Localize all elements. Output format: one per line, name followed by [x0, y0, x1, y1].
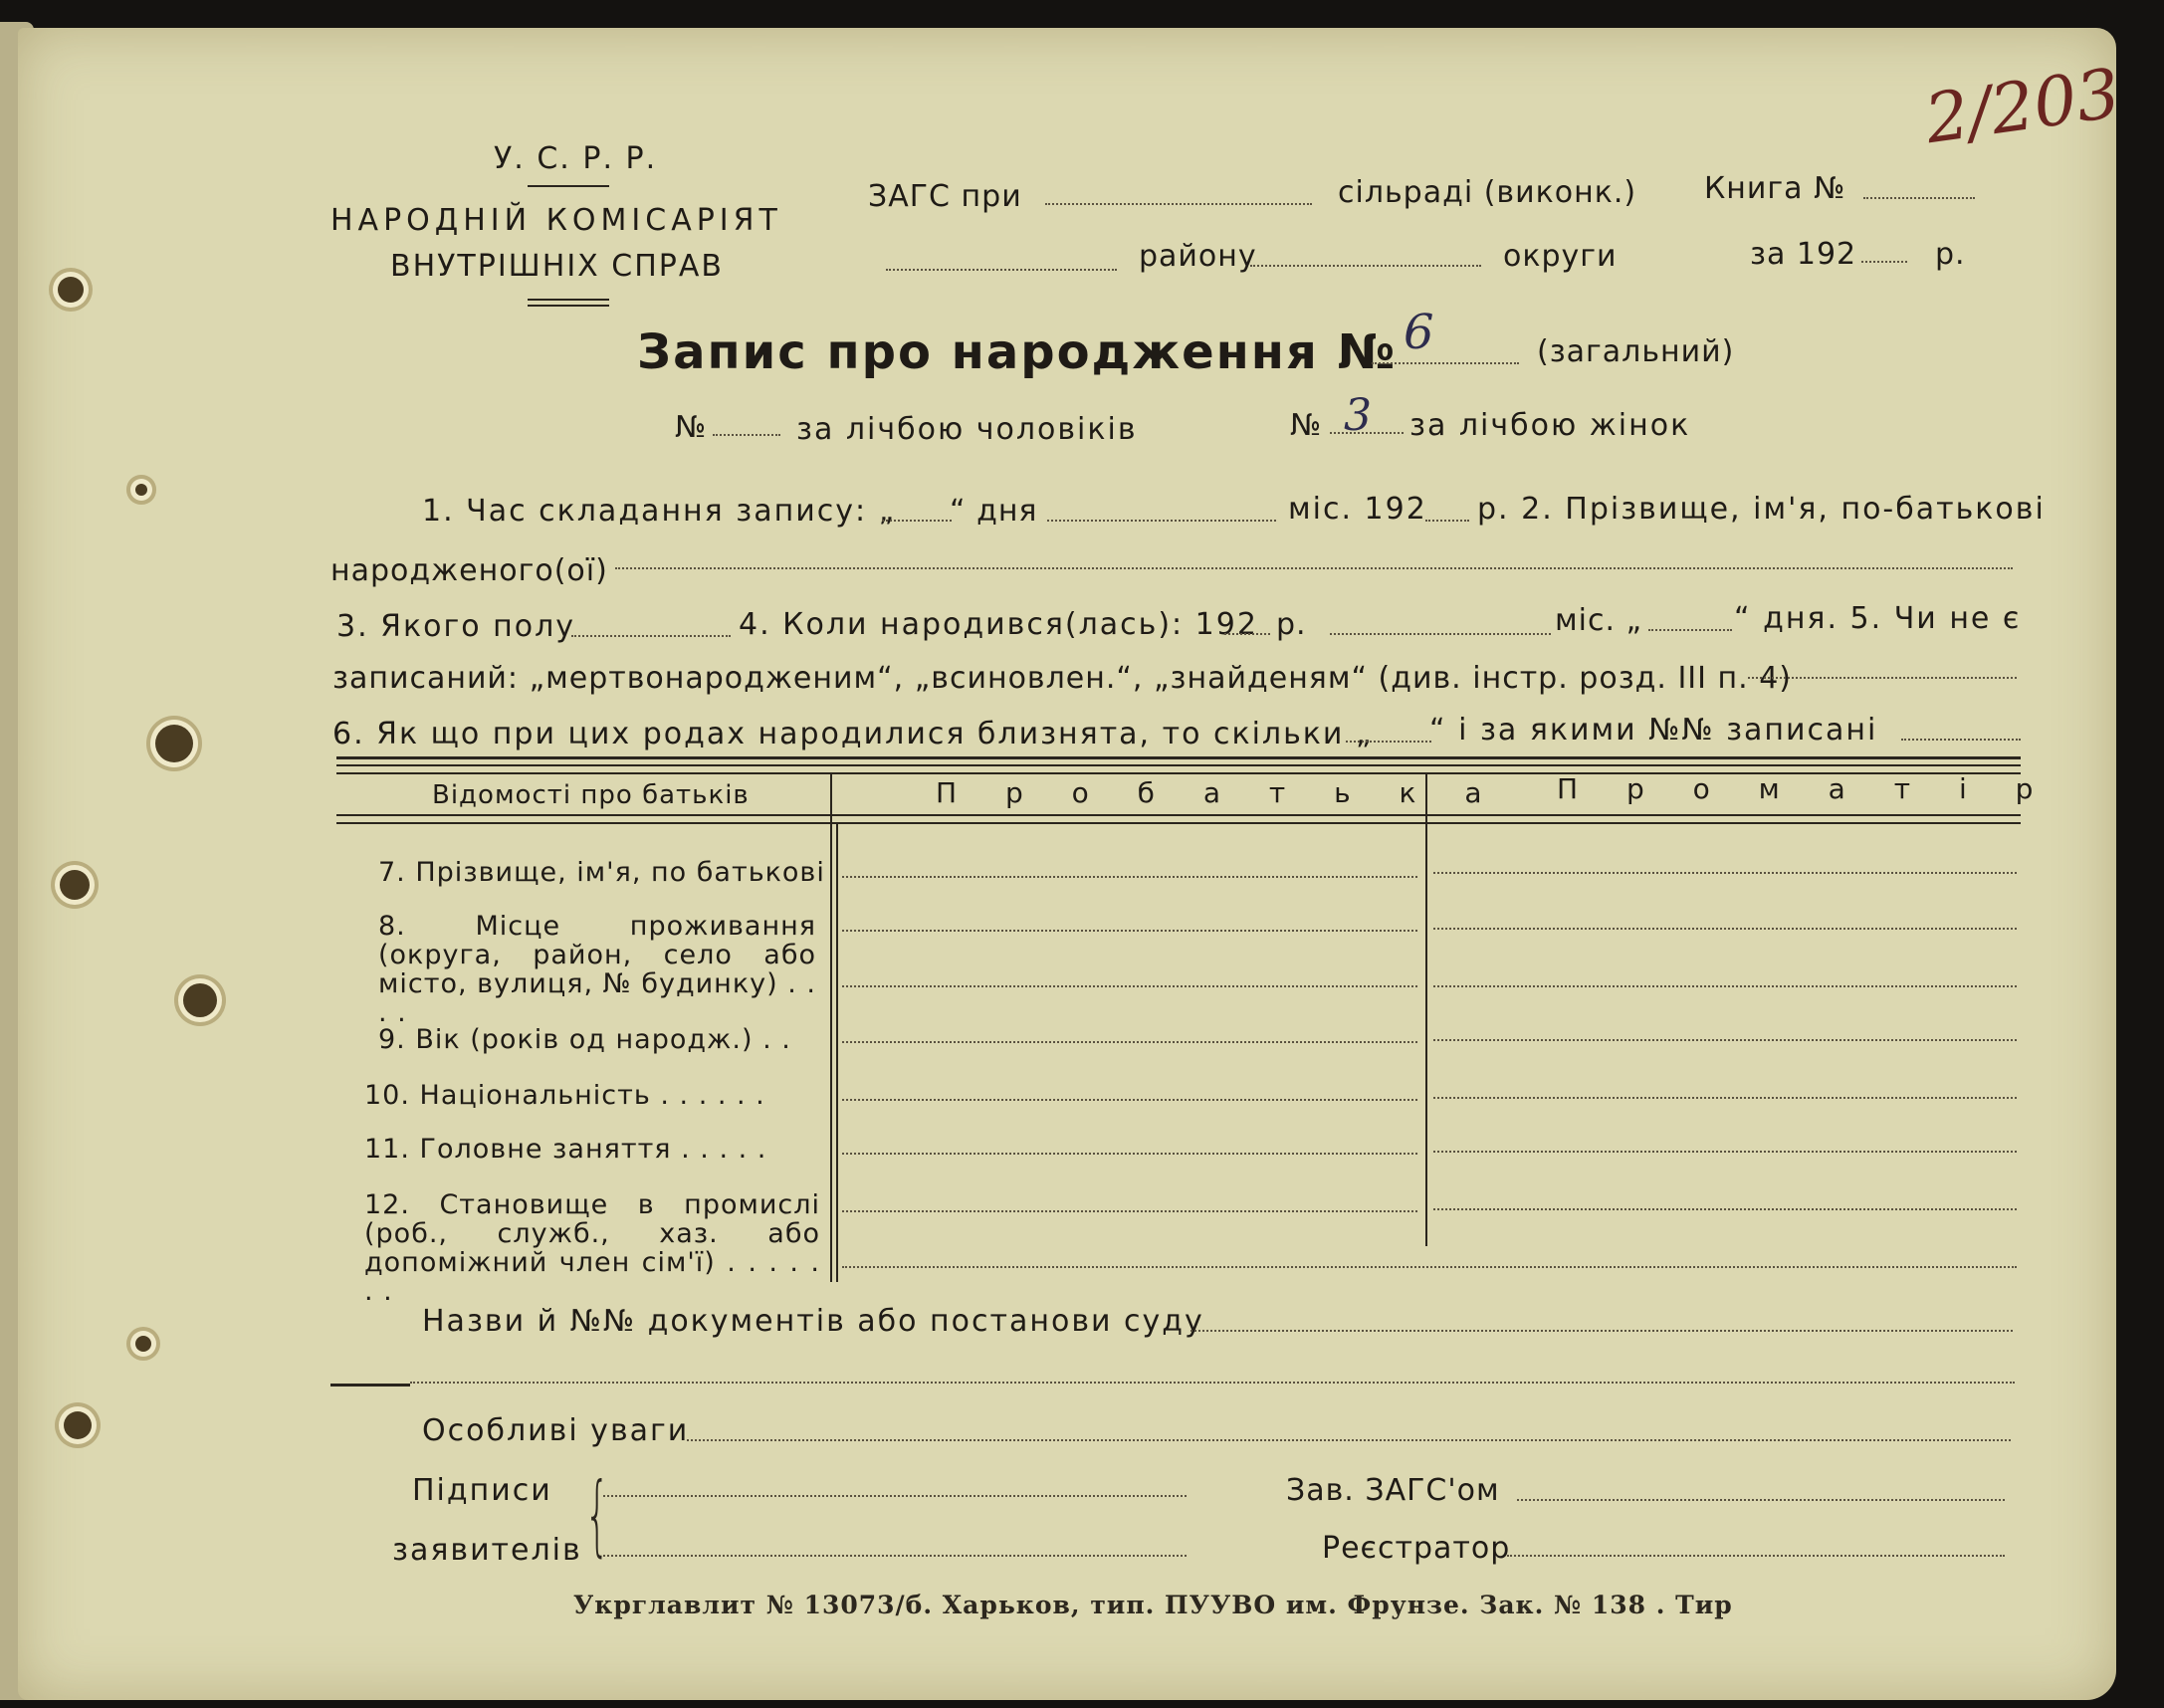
field-5-label: “ дня. 5. Чи не є: [1734, 601, 2022, 636]
field-1-day-label: “ дня: [950, 494, 1038, 529]
okruha-field[interactable]: [1250, 265, 1481, 267]
field-4-r-label: р.: [1276, 607, 1307, 642]
field-6-numbers-field[interactable]: [1901, 739, 2021, 741]
col-header-mother: П р о м а т і р: [1557, 772, 2054, 805]
table-cell[interactable]: [842, 876, 1417, 878]
binding-hole: [64, 1411, 92, 1439]
binding-hole: [183, 983, 217, 1017]
field-6-cont-label: “ і за якими №№ записані: [1429, 713, 1878, 747]
field-6-count-field[interactable]: [1346, 741, 1431, 743]
field-1-month-field[interactable]: [1047, 520, 1276, 522]
field-3-sex-field[interactable]: [571, 635, 731, 637]
col-header-info: Відомості про батьків: [432, 780, 750, 810]
table-cell[interactable]: [1433, 928, 2017, 930]
field-1-year-field[interactable]: [1425, 520, 1469, 522]
documents-field[interactable]: [1190, 1330, 2013, 1332]
col-divider: [1425, 772, 1427, 1246]
field-1-month-label: міс. 192: [1288, 492, 1427, 527]
year-field[interactable]: [1861, 261, 1907, 263]
documents-field-2[interactable]: [410, 1382, 2015, 1384]
remarks-label: Особливі уваги: [422, 1413, 690, 1448]
zags-field[interactable]: [1045, 203, 1312, 205]
women-number-handwritten: 3: [1344, 390, 1372, 441]
field-2-label: р. 2. Прізвище, ім'я, по-батькові: [1477, 492, 2046, 527]
book-number-handwritten: 2/203: [1920, 54, 2125, 160]
table-row-label: 7. Прізвище, ім'я, по батькові: [378, 857, 825, 888]
applicant-signature-1[interactable]: [603, 1495, 1187, 1497]
brace-symbol: {: [584, 1463, 610, 1566]
head-label: Зав. ЗАГС'ом: [1286, 1473, 1500, 1508]
women-no-label: №: [1290, 408, 1323, 443]
field-4-month-field[interactable]: [1648, 629, 1732, 631]
registrar-label: Реєстратор: [1322, 1531, 1511, 1566]
table-row-label: 8. Місце проживання (округа, район, село або місто, вулиця, № будинку) . . . .: [378, 911, 816, 1028]
binding-hole: [155, 725, 193, 762]
field-6-label: 6. Як що при цих родах народилися близнята, то скільки „: [332, 717, 1374, 751]
table-cell[interactable]: [842, 1153, 1417, 1155]
binding-hole: [58, 277, 84, 303]
table-cell[interactable]: [1433, 1208, 2017, 1210]
record-number-handwritten: 6: [1404, 305, 1434, 360]
okruha-label: округи: [1503, 239, 1618, 274]
table-top-rule: [336, 756, 2021, 759]
field-3-label: 3. Якого полу: [336, 609, 576, 644]
field-4-label: 4. Коли народився(лась): 192: [739, 607, 1258, 642]
registrar-signature[interactable]: [1507, 1555, 2005, 1557]
remarks-field[interactable]: [687, 1439, 2011, 1441]
men-no-label: №: [675, 410, 708, 445]
republic-label: У. С. Р. Р.: [494, 141, 658, 176]
col-header-father: П р о б а т ь к а: [936, 776, 1502, 809]
printer-imprint: Укрглавлит № 13073/б. Харьков, тип. ПУУВО им. Фрунзе. Зак. № 138 . Тир: [573, 1591, 1733, 1619]
form-sheet: [18, 28, 2116, 1700]
field-1-label: 1. Час складання запису: „: [422, 494, 897, 529]
applicant-signature-2[interactable]: [603, 1555, 1187, 1557]
table-cell[interactable]: [842, 930, 1417, 932]
table-cell[interactable]: [842, 1041, 1417, 1043]
ministry-line2: ВНУТРІШНІХ СПРАВ: [390, 249, 724, 284]
year-r-label: р.: [1935, 237, 1966, 272]
signatures-label: Підписи: [412, 1473, 552, 1508]
men-count-label: за лічбою чоловіків: [796, 412, 1138, 447]
table-row-label: 9. Вік (років од народж.) . .: [378, 1024, 791, 1055]
table-cell[interactable]: [842, 1099, 1417, 1101]
binding-hole: [60, 870, 90, 900]
women-count-label: за лічбою жінок: [1409, 408, 1691, 443]
year-label: за 192: [1750, 237, 1857, 272]
table-cell[interactable]: [1433, 872, 2017, 874]
rayon-name-field[interactable]: [886, 269, 1117, 271]
applicants-label: заявителів: [392, 1533, 582, 1568]
field-4-day-field[interactable]: [1330, 633, 1551, 635]
table-row-label: 12. Становище в промислі (роб., служб., хаз. або допоміжний член сім'ї) . . . . . . .: [364, 1189, 820, 1307]
field-5-field[interactable]: [1748, 677, 2017, 679]
general-label: (загальний): [1537, 334, 1735, 369]
table-cell[interactable]: [842, 1210, 1417, 1212]
table-cell[interactable]: [1433, 1097, 2017, 1099]
field-5-cont-label: записаний: „мертвонародженим“, „всиновлен.“, „знайденям“ (див. інстр. розд. III п. 4): [332, 661, 1793, 696]
binding-hole: [135, 1336, 151, 1352]
field-2-cont-label: народженого(ої): [330, 553, 608, 588]
record-number-field[interactable]: [1372, 362, 1519, 364]
table-row-label: 10. Національність . . . . . .: [364, 1080, 765, 1111]
form-title: Запис про народження №: [637, 324, 1398, 380]
book-number-field[interactable]: [1863, 197, 1975, 199]
field-4-year-field[interactable]: [1224, 633, 1270, 635]
documents-label: Назви й №№ документів або постанови суду: [422, 1304, 1204, 1339]
head-signature[interactable]: [1517, 1499, 2005, 1501]
silrada-label: сільраді (виконк.): [1338, 175, 1637, 210]
table-cell[interactable]: [1433, 1151, 2017, 1153]
zags-label: ЗАГС при: [868, 179, 1022, 214]
table-cell[interactable]: [842, 1266, 2017, 1268]
rayon-label: району: [1139, 239, 1257, 274]
table-cell[interactable]: [1433, 1039, 2017, 1041]
field-4-month-label: міс. „: [1555, 603, 1643, 638]
field-2-name-field[interactable]: [615, 567, 2013, 569]
field-1-day-field[interactable]: [882, 520, 952, 522]
men-number-field[interactable]: [713, 434, 780, 436]
table-cell[interactable]: [1433, 985, 2017, 987]
binding-hole: [135, 484, 147, 496]
ministry-line1: НАРОДНІЙ КОМІСАРІЯТ: [330, 203, 782, 238]
table-row-label: 11. Головне заняття . . . . .: [364, 1134, 767, 1165]
table-cell[interactable]: [842, 985, 1417, 987]
women-number-field[interactable]: [1330, 432, 1404, 434]
book-label: Книга №: [1704, 171, 1846, 206]
col-divider: [830, 772, 832, 1282]
